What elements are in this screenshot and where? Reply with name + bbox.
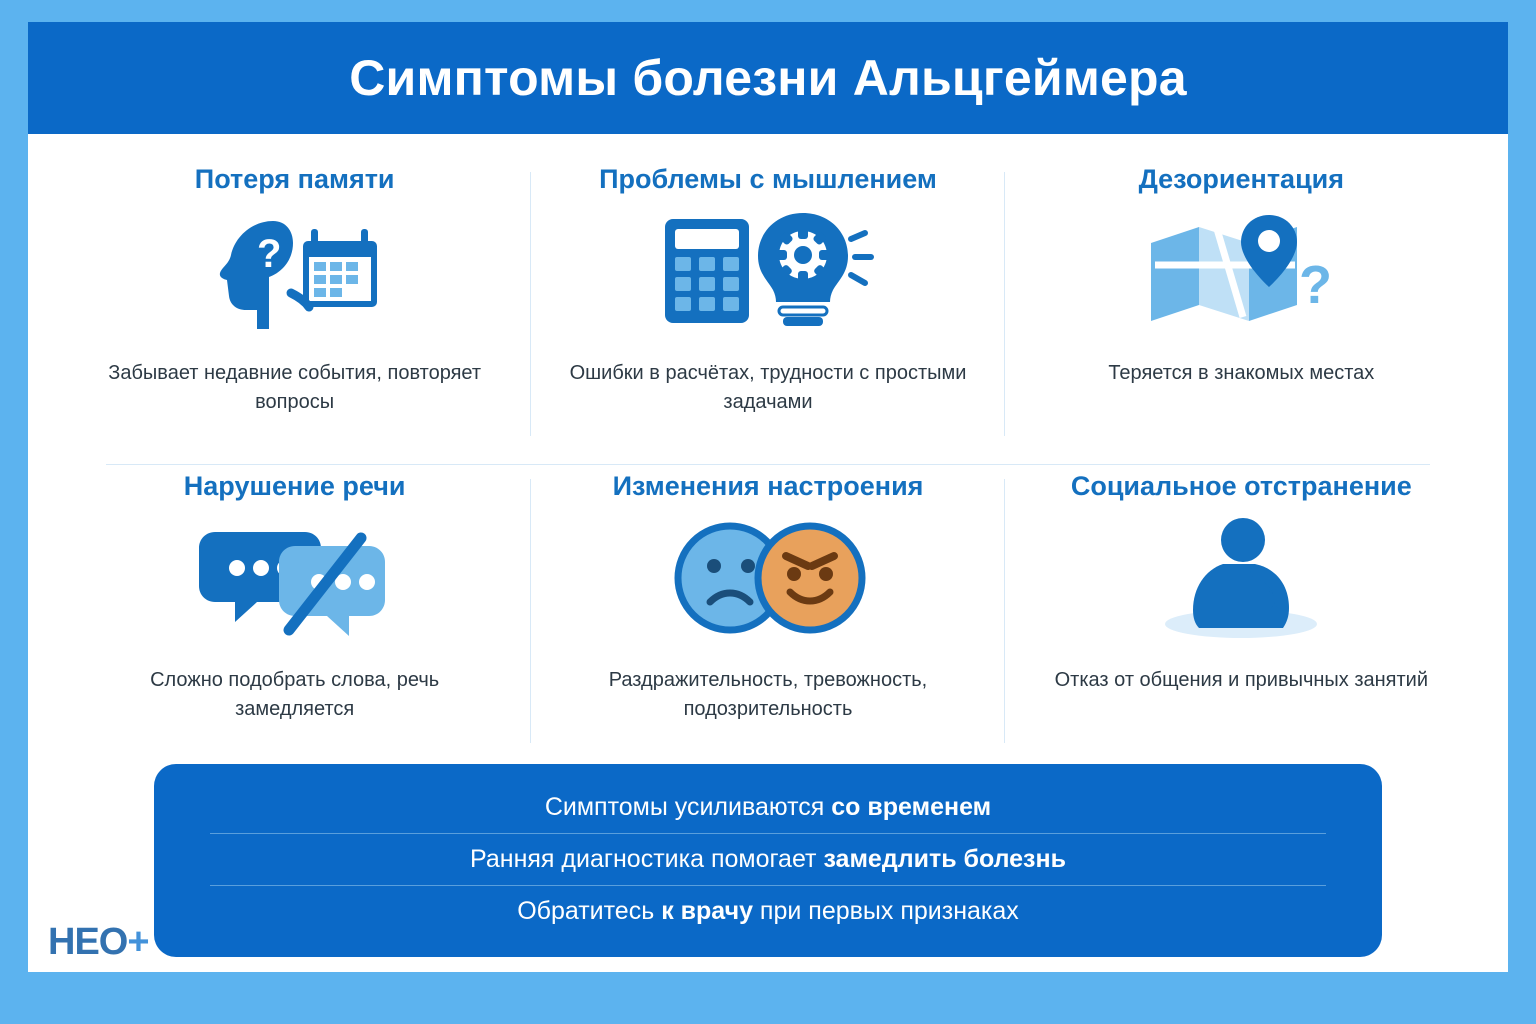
footer-line-plain: Симптомы усиливаются [544, 793, 832, 821]
head-question-calendar-icon [195, 201, 395, 341]
map-pin-question-icon [1131, 201, 1351, 341]
footer-line [210, 885, 1326, 937]
symptom-description: Забывает недавние события, повторяет вопросы [108, 362, 482, 413]
footer-line-plain: Обратитесь [517, 897, 662, 925]
brand-plus: + [127, 921, 149, 963]
symptom-card-social-withdrawal[interactable] [1005, 465, 1478, 765]
symptom-description: Раздражительность, тревожность, подозрительность [608, 669, 928, 720]
symptom-title: Дезориентация [1138, 164, 1345, 194]
symptom-card-memory-loss[interactable] [58, 158, 531, 458]
symptom-title: Потеря памяти [194, 164, 395, 194]
brand-name: HEO [48, 921, 128, 963]
symptom-card-thinking-problems[interactable] [531, 158, 1004, 458]
speech-bubbles-crossed-icon [185, 508, 405, 648]
symptom-title: Проблемы с мышлением [599, 164, 937, 194]
sad-angry-faces-icon [658, 508, 878, 648]
symptom-description: Теряется в знакомых местах [1108, 362, 1375, 384]
brand-logo [48, 921, 149, 964]
footer-line-plain: Ранняя диагностика помогает [470, 845, 824, 873]
footer-line [154, 782, 1382, 833]
footer-line-bold: к врачу [661, 897, 753, 925]
page-title: Симптомы болезни Альцгеймера [349, 50, 1187, 106]
footer-line [210, 833, 1326, 885]
svg-text:?: ? [256, 232, 282, 276]
symptom-description: Сложно подобрать слова, речь замедляется [150, 669, 440, 720]
symptom-title: Нарушение речи [183, 471, 406, 501]
footer-line-bold: со временем [831, 793, 992, 821]
symptom-card-speech-impairment[interactable] [58, 465, 531, 765]
symptom-grid [28, 134, 1508, 765]
footer-line-bold: замедлить болезнь [823, 845, 1066, 873]
person-sitting-alone-icon [1131, 508, 1351, 648]
symptom-description: Отказ от общения и привычных занятий [1054, 669, 1429, 691]
footer-line-tail: при первых признаках [752, 897, 1019, 925]
poster [28, 22, 1508, 972]
symptom-row-2 [58, 465, 1478, 765]
symptom-title: Социальное отстранение [1070, 471, 1412, 501]
symptom-card-disorientation[interactable] [1005, 158, 1478, 458]
symptom-title: Изменения настроения [612, 471, 924, 501]
symptom-card-mood-changes[interactable] [531, 465, 1004, 765]
svg-text:?: ? [1299, 255, 1333, 315]
calculator-lightbulb-icon [653, 201, 883, 341]
title-bar [28, 22, 1508, 134]
footer-banner [154, 764, 1382, 957]
symptom-description: Ошибки в расчётах, трудности с простыми задачами [569, 362, 967, 413]
symptom-row-1 [58, 158, 1478, 458]
